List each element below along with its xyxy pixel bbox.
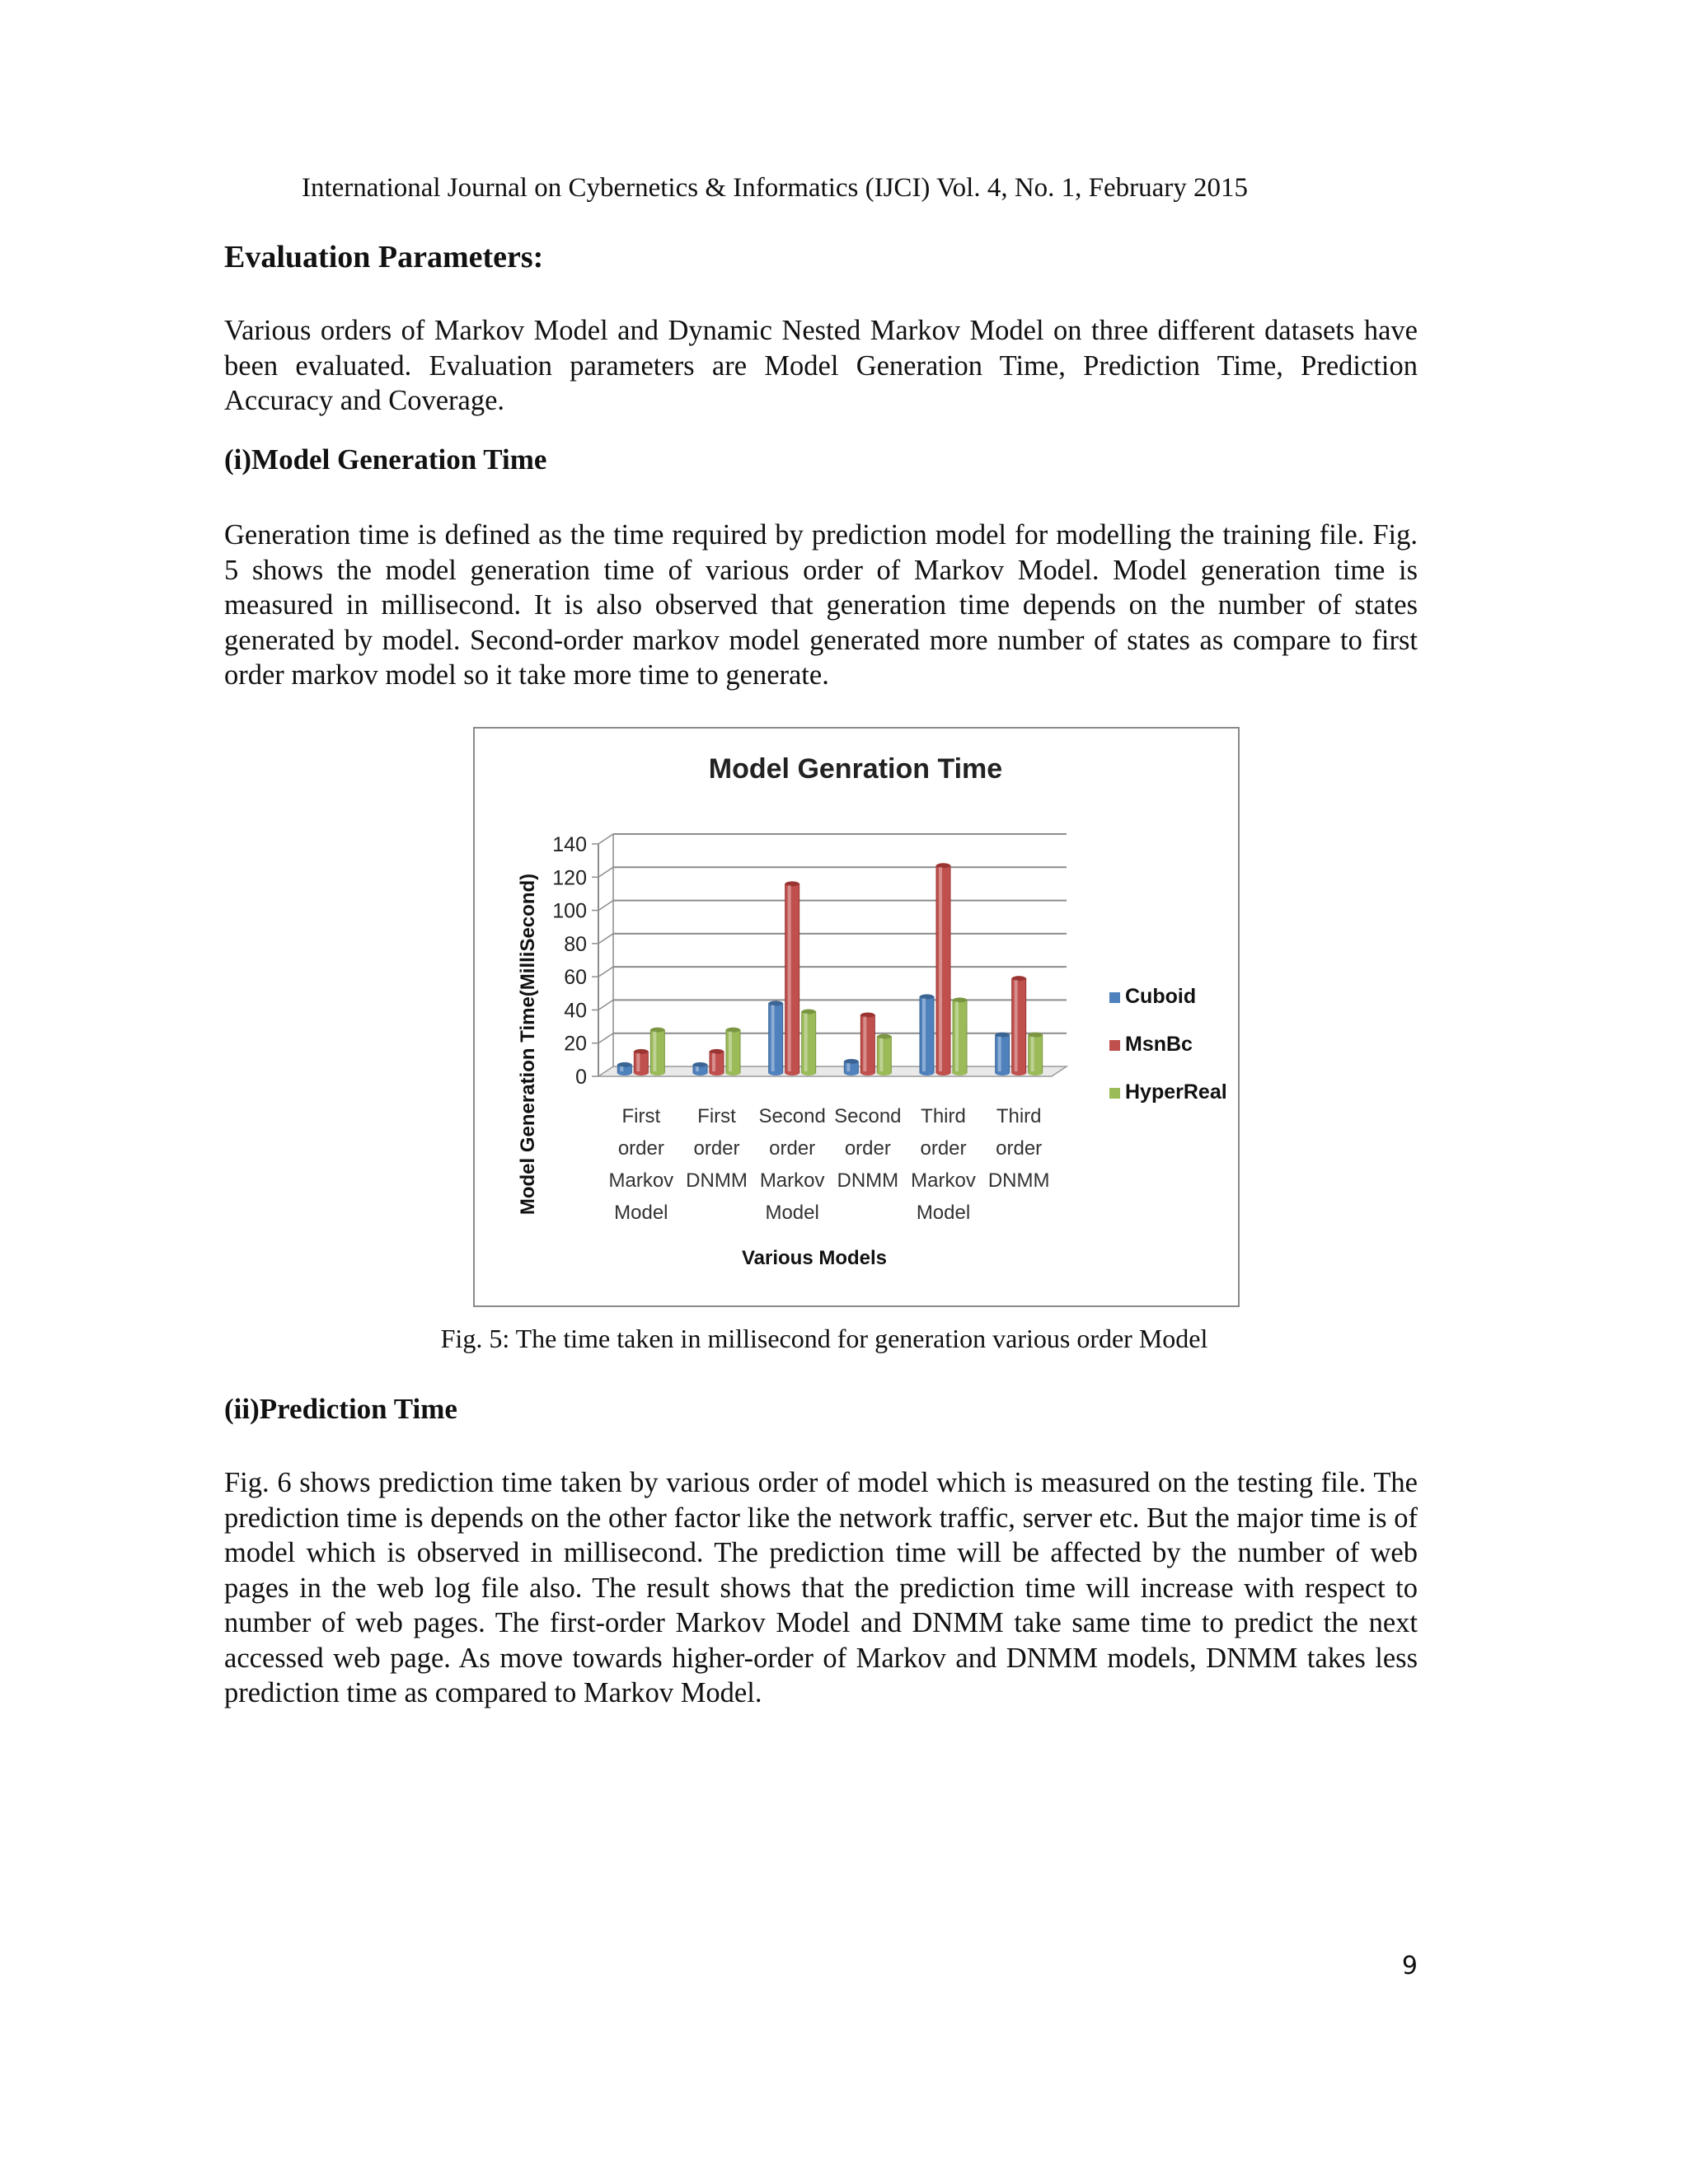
x-tick-label-line: First bbox=[621, 1105, 661, 1127]
bar-highlight bbox=[788, 885, 791, 1071]
bar-hyperreal-5 bbox=[953, 997, 967, 1076]
bar-top bbox=[996, 1033, 1010, 1038]
x-tick-label-line: Second bbox=[758, 1105, 826, 1127]
y-tick-label: 40 bbox=[564, 999, 587, 1023]
x-tick-label-line: DNMM bbox=[686, 1169, 748, 1192]
gridline-diagonal bbox=[598, 967, 613, 977]
section-title: Evaluation Parameters: bbox=[224, 240, 544, 274]
bar-hyperreal-1 bbox=[650, 1028, 664, 1076]
gridline-diagonal bbox=[598, 1000, 613, 1010]
bar-bottom bbox=[726, 1071, 740, 1076]
x-tick-label-line: order bbox=[920, 1137, 967, 1160]
figure-5 bbox=[473, 727, 1240, 1307]
bar-highlight bbox=[939, 867, 942, 1071]
chart-bars bbox=[617, 863, 1042, 1076]
bar-bottom bbox=[1012, 1071, 1026, 1076]
generation-time-paragraph: Generation time is defined as the time required by prediction model for modelling the training file. Fig. 5 shows the model generation time of various order of Markov Model. Model generation time is measured in millisecond. It is also observed that generation time depends on the number of states generated by model. Second-order markov model generated more number of states as compare to first order markov model so it take more time to generate. bbox=[224, 519, 1418, 691]
bar-bottom bbox=[693, 1071, 707, 1076]
bar-top bbox=[877, 1034, 891, 1039]
gridline-diagonal bbox=[598, 934, 613, 944]
bar-front bbox=[1029, 1035, 1043, 1073]
x-tick-label-line: Markov bbox=[759, 1169, 825, 1192]
running-header: International Journal on Cybernetics & Informatics (IJCI) Vol. 4, No. 1, February 2015 bbox=[301, 173, 1249, 203]
legend-swatch bbox=[1109, 992, 1120, 1003]
bar-top bbox=[769, 1001, 783, 1005]
bar-cuboid-3 bbox=[769, 1001, 783, 1076]
bar-front bbox=[785, 883, 799, 1073]
x-tick-label-line: order bbox=[996, 1137, 1043, 1160]
bar-bottom bbox=[1029, 1071, 1043, 1076]
y-tick-label: 60 bbox=[564, 966, 587, 990]
bar-front bbox=[634, 1052, 648, 1073]
x-tick-label-line: Model bbox=[765, 1202, 819, 1224]
bar-highlight bbox=[653, 1032, 656, 1071]
bar-top bbox=[953, 997, 967, 1002]
y-tick-label: 100 bbox=[552, 899, 587, 923]
bar-bottom bbox=[785, 1071, 799, 1076]
bar-highlight bbox=[636, 1053, 640, 1071]
chart-legend bbox=[1109, 985, 1227, 1104]
bar-bottom bbox=[650, 1071, 664, 1076]
legend-swatch bbox=[1109, 1040, 1120, 1051]
bar-top bbox=[1012, 976, 1026, 981]
bar-front bbox=[860, 1015, 874, 1074]
bar-top bbox=[920, 994, 934, 999]
gridline-diagonal bbox=[598, 867, 613, 877]
chart-x-ticks bbox=[608, 1105, 1049, 1224]
bar-msnbc-6 bbox=[1012, 976, 1026, 1076]
bar-bottom bbox=[920, 1071, 934, 1076]
bar-top bbox=[710, 1049, 724, 1054]
bar-front bbox=[769, 1003, 783, 1073]
bar-front bbox=[710, 1052, 724, 1073]
bar-front bbox=[920, 996, 934, 1073]
bar-bottom bbox=[953, 1071, 967, 1076]
x-tick-label-line: Third bbox=[996, 1105, 1042, 1127]
x-tick-label-line: DNMM bbox=[837, 1169, 899, 1192]
bar-top bbox=[634, 1049, 648, 1054]
legend-label: MsnBc bbox=[1125, 1033, 1193, 1056]
x-tick-label-line: First bbox=[697, 1105, 736, 1127]
bar-msnbc-2 bbox=[710, 1049, 724, 1076]
bar-bottom bbox=[877, 1071, 891, 1076]
legend-label: Cuboid bbox=[1125, 985, 1197, 1008]
bar-highlight bbox=[620, 1066, 623, 1071]
chart-title: Model Genration Time bbox=[708, 753, 1003, 785]
y-tick-label: 20 bbox=[564, 1032, 587, 1056]
x-tick-label-line: DNMM bbox=[987, 1169, 1050, 1192]
x-tick-label-line: order bbox=[844, 1137, 891, 1160]
bar-top bbox=[785, 881, 799, 886]
bar-highlight bbox=[712, 1053, 715, 1071]
bar-bottom bbox=[860, 1071, 874, 1076]
bar-top bbox=[726, 1028, 740, 1033]
bar-hyperreal-6 bbox=[1029, 1033, 1043, 1076]
bar-cuboid-6 bbox=[996, 1033, 1010, 1076]
bar-top bbox=[693, 1062, 707, 1067]
gridline-diagonal bbox=[598, 901, 613, 911]
bar-hyperreal-3 bbox=[802, 1009, 816, 1076]
x-tick-label-3 bbox=[758, 1105, 825, 1224]
bar-highlight bbox=[696, 1066, 699, 1071]
bar-front bbox=[996, 1035, 1010, 1073]
x-tick-label-line: order bbox=[693, 1137, 740, 1160]
x-tick-label-4 bbox=[834, 1105, 901, 1192]
bar-msnbc-4 bbox=[860, 1013, 874, 1076]
x-tick-label-1 bbox=[608, 1105, 673, 1224]
bar-highlight bbox=[998, 1037, 1001, 1071]
bar-cuboid-5 bbox=[920, 994, 934, 1076]
intro-paragraph: Various orders of Markov Model and Dynamic Nested Markov Model on three different datasets have been evaluated. Evaluation parameters are Model Generation Time, Prediction Time, Prediction Accuracy and Coverage. bbox=[224, 315, 1418, 416]
bar-top bbox=[650, 1028, 664, 1033]
chart-x-axis-label: Various Models bbox=[741, 1247, 888, 1269]
bar-highlight bbox=[1015, 980, 1018, 1071]
bar-bottom bbox=[844, 1071, 858, 1076]
x-tick-label-line: order bbox=[769, 1137, 816, 1160]
bar-cuboid-2 bbox=[693, 1062, 707, 1076]
bar-msnbc-3 bbox=[785, 881, 799, 1076]
gridline-diagonal bbox=[598, 834, 613, 844]
y-tick-label: 140 bbox=[552, 833, 587, 856]
y-tick-label: 120 bbox=[552, 866, 587, 890]
x-tick-label-line: Second bbox=[834, 1105, 902, 1127]
x-tick-label-line: Third bbox=[921, 1105, 966, 1127]
bar-front bbox=[726, 1030, 740, 1073]
y-tick-label: 0 bbox=[575, 1066, 587, 1089]
legend-item-msnbc bbox=[1109, 1033, 1193, 1056]
bar-bottom bbox=[769, 1071, 783, 1076]
subsection-title-prediction-time: (ii)Prediction Time bbox=[224, 1393, 457, 1425]
x-tick-label-line: Model bbox=[916, 1202, 971, 1224]
legend-label: HyperReal bbox=[1125, 1080, 1227, 1104]
bar-highlight bbox=[1031, 1037, 1034, 1071]
model-generation-time-chart bbox=[475, 729, 1238, 1305]
bar-front bbox=[936, 865, 950, 1073]
x-tick-label-line: Markov bbox=[608, 1169, 674, 1192]
bar-top bbox=[802, 1009, 816, 1014]
bar-bottom bbox=[617, 1071, 631, 1076]
x-tick-label-line: order bbox=[617, 1137, 664, 1160]
legend-item-hyperreal bbox=[1109, 1080, 1227, 1104]
bar-highlight bbox=[771, 1005, 775, 1071]
bar-hyperreal-2 bbox=[726, 1028, 740, 1076]
bar-highlight bbox=[804, 1013, 808, 1071]
bar-bottom bbox=[634, 1071, 648, 1076]
bar-front bbox=[877, 1037, 891, 1073]
bar-highlight bbox=[879, 1038, 883, 1071]
prediction-time-paragraph: Fig. 6 shows prediction time taken by various order of model which is measured on the testing file. The prediction time is depends on the other factor like the network traffic, server etc. But the major time is of model which is observed in millisecond. The prediction time will be affected by the number of web pages in the web log file also. The result shows that the prediction time will increase with respect to number of web pages. The first-order Markov Model and DNMM take same time to predict the next accessed web page. As move towards higher-order of Markov and DNMM models, DNMM takes less prediction time as compared to Markov Model. bbox=[224, 1467, 1418, 1708]
x-tick-label-line: Markov bbox=[911, 1169, 976, 1192]
bar-front bbox=[650, 1030, 664, 1073]
chart-y-ticks bbox=[552, 833, 587, 1089]
bar-bottom bbox=[996, 1071, 1010, 1076]
bar-front bbox=[1012, 978, 1026, 1073]
bar-top bbox=[617, 1062, 631, 1067]
bar-highlight bbox=[955, 1001, 959, 1071]
bar-msnbc-1 bbox=[634, 1049, 648, 1076]
bar-cuboid-1 bbox=[617, 1062, 631, 1076]
bar-highlight bbox=[922, 998, 926, 1071]
bar-front bbox=[802, 1011, 816, 1073]
bar-cuboid-4 bbox=[844, 1059, 858, 1076]
bar-top bbox=[1029, 1033, 1043, 1038]
figure-caption: Fig. 5: The time taken in millisecond for generation various order Model bbox=[440, 1324, 1208, 1353]
legend-swatch bbox=[1109, 1088, 1120, 1099]
bar-highlight bbox=[729, 1032, 732, 1071]
x-tick-label-line: Model bbox=[614, 1202, 668, 1224]
x-tick-label-2 bbox=[686, 1105, 748, 1192]
bar-highlight bbox=[863, 1017, 866, 1072]
bar-top bbox=[860, 1013, 874, 1018]
bar-bottom bbox=[802, 1071, 816, 1076]
bar-top bbox=[936, 863, 950, 868]
bar-bottom bbox=[936, 1071, 950, 1076]
chart-y-axis-label: Model Generation Time(MilliSecond) bbox=[517, 873, 539, 1216]
page-number: 9 bbox=[1401, 1952, 1418, 1980]
bar-bottom bbox=[710, 1071, 724, 1076]
legend-item-cuboid bbox=[1109, 985, 1196, 1008]
bar-hyperreal-4 bbox=[877, 1034, 891, 1076]
bar-front bbox=[953, 1000, 967, 1073]
x-tick-label-6 bbox=[988, 1105, 1050, 1192]
gridline-diagonal bbox=[598, 1033, 613, 1043]
subsection-title-generation-time: (i)Model Generation Time bbox=[224, 443, 547, 476]
x-tick-label-5 bbox=[911, 1105, 976, 1224]
bar-highlight bbox=[846, 1063, 850, 1071]
bar-msnbc-5 bbox=[936, 863, 950, 1076]
y-tick-label: 80 bbox=[564, 932, 587, 956]
bar-top bbox=[844, 1059, 858, 1064]
